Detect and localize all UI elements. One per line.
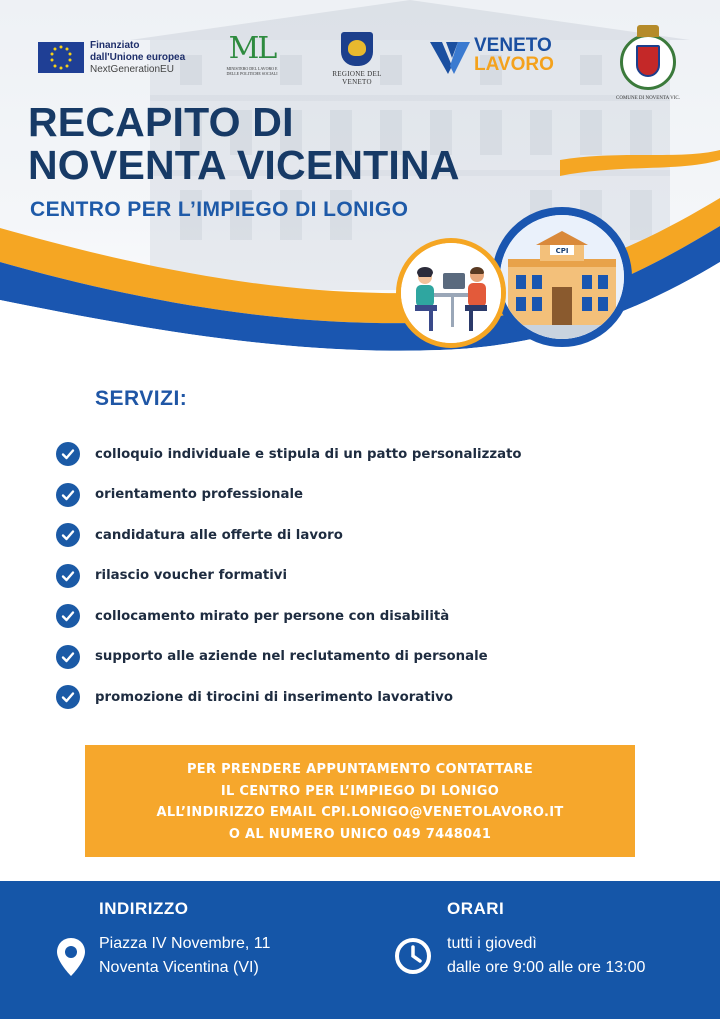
page-subtitle: CENTRO PER L’IMPIEGO DI LONIGO [30, 198, 409, 221]
service-item [56, 515, 676, 556]
check-circle-icon [56, 685, 80, 709]
service-item [56, 637, 676, 678]
address-line-1: Piazza IV Novembre, 11 [99, 935, 271, 952]
eu-line2: dall'Unione europea [90, 52, 186, 63]
service-item [56, 434, 676, 475]
appointment-banner [85, 745, 635, 857]
interview-illustration [396, 238, 506, 348]
cpi-sign: CPI [555, 247, 569, 255]
services-list [56, 434, 676, 718]
check-circle-icon [56, 604, 80, 628]
service-item [56, 475, 676, 516]
check-circle-icon [56, 442, 80, 466]
veneto-lavoro-logo [430, 36, 580, 86]
region-caption: REGIONE DEL VENETO [332, 70, 382, 86]
service-text: rilascio voucher formativi [95, 568, 288, 584]
address-text [99, 932, 270, 980]
eu-funding-text [90, 40, 185, 76]
info-footer [0, 881, 720, 1019]
service-text: promozione di tirocini di inserimento lavorativo [95, 689, 453, 705]
eu-line3: NextGenerationEU [90, 64, 174, 75]
veneto-word: VENETO [474, 35, 552, 56]
lavoro-word: LAVORO [474, 54, 554, 75]
veneto-lavoro-mark-icon [430, 40, 470, 76]
service-item [56, 596, 676, 637]
address-line-2: Noventa Vicentina (VI) [99, 959, 259, 976]
comune-logo [614, 34, 682, 112]
lion-shield-icon [341, 32, 373, 66]
cta-line-4: O AL NUMERO UNICO 049 7448041 [228, 826, 492, 842]
clock-icon [394, 937, 432, 975]
check-circle-icon [56, 483, 80, 507]
comune-caption: COMUNE DI NOVENTA VIC. [616, 96, 680, 101]
cta-line-1: PER PRENDERE APPUNTAMENTO CONTATTARE [186, 762, 534, 777]
ministry-caption: MINISTERO DEL LAVORO E DELLE POLITICHE SOCIALI [226, 66, 278, 76]
title-line-2: NOVENTA VICENTINA [28, 142, 460, 188]
services-heading: SERVIZI: [95, 387, 188, 410]
ministry-initials: ML [228, 31, 276, 66]
hours-heading: ORARI [447, 899, 505, 918]
ministry-logo [220, 32, 284, 94]
eu-flag-icon [38, 42, 84, 73]
cta-line-3: ALL’INDIRIZZO EMAIL CPI.LONIGO@VENETOLAVORO.IT [156, 805, 564, 820]
location-pin-icon [56, 937, 86, 977]
page-title [28, 101, 460, 187]
hours-text [447, 932, 645, 980]
address-heading: INDIRIZZO [99, 899, 189, 918]
service-text: supporto alle aziende nel reclutamento di personale [95, 649, 488, 665]
service-text: colloquio individuale e stipula di un patto personalizzato [95, 446, 522, 462]
regione-veneto-logo [322, 32, 392, 98]
hero-banner [0, 0, 720, 370]
service-text: collocamento mirato per persone con disabilità [95, 608, 450, 624]
cpi-building-illustration [492, 207, 632, 347]
check-circle-icon [56, 564, 80, 588]
service-text: candidatura alle offerte di lavoro [95, 527, 343, 543]
hours-line-2: dalle ore 9:00 alle ore 13:00 [447, 959, 646, 976]
service-item [56, 556, 676, 597]
hours-line-1: tutti i giovedì [447, 935, 537, 952]
check-circle-icon [56, 645, 80, 669]
eu-line1: Finanziato [90, 40, 140, 51]
cta-line-2: IL CENTRO PER L’IMPIEGO DI LONIGO [220, 783, 500, 799]
service-item [56, 677, 676, 718]
coat-of-arms-icon [620, 34, 676, 90]
check-circle-icon [56, 523, 80, 547]
title-line-1: RECAPITO DI [28, 99, 294, 145]
service-text: orientamento professionale [95, 487, 304, 503]
logo-row [0, 20, 720, 100]
